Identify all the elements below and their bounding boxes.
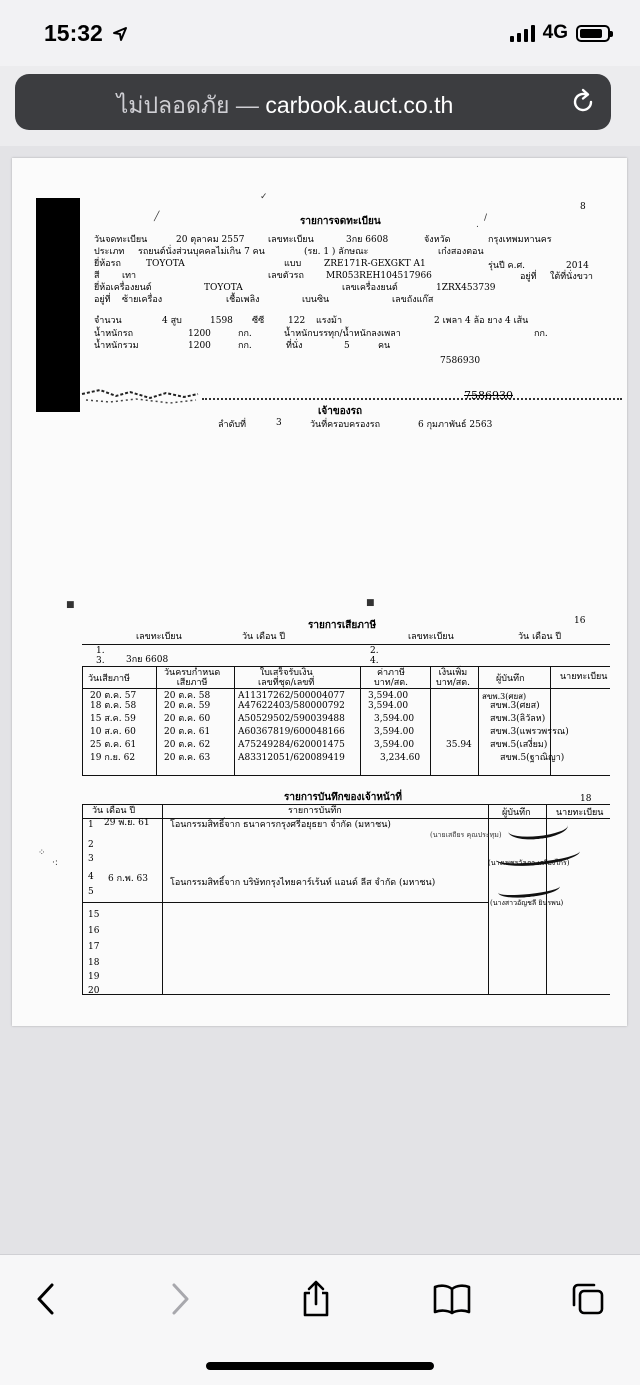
bookmarks-button[interactable] — [432, 1279, 472, 1319]
table-row: 19 ก.ย. 62 — [90, 753, 136, 763]
network-type: 4G — [542, 22, 568, 43]
tabs-button[interactable] — [568, 1279, 608, 1319]
cc: 1598 — [210, 316, 233, 326]
horsepower: 122 — [288, 316, 306, 326]
body-style: เก๋งสองตอน — [438, 247, 484, 257]
officer-row4-recorder: (นางเพชรวัลภา เกรียงไกร) — [488, 859, 570, 867]
owner-order: 3 — [276, 418, 282, 428]
page-number: 8 — [580, 202, 586, 212]
seats: 5 — [344, 341, 350, 351]
book-icon[interactable] — [433, 1283, 471, 1315]
tax-col-extra: เงินเพิ่ม บาท/สต. — [436, 668, 470, 688]
engine-number: 1ZRX453739 — [436, 283, 496, 293]
officer-row1-date: 29 พ.ย. 61 — [104, 818, 150, 828]
share-icon[interactable] — [300, 1280, 332, 1318]
model-year: 2014 — [566, 261, 589, 271]
status-bar — [0, 0, 640, 66]
serial-number: 7586930 — [440, 356, 481, 366]
location-arrow-icon — [112, 26, 128, 42]
officer-col-recorder: ผู้บันทึก — [502, 808, 531, 818]
owner-date: 6 กุมภาพันธ์ 2563 — [418, 420, 493, 430]
scan-noise — [80, 380, 200, 410]
not-secure-label: ไม่ปลอดภัย — — [116, 92, 259, 118]
officer-title: รายการบันทึกของเจ้าหน้าที่ — [284, 792, 402, 803]
reg-date: 20 ตุลาคม 2557 — [176, 235, 245, 245]
officer-row4-date: 6 ก.พ. 63 — [108, 874, 149, 884]
vehicle-type: รถยนต์นั่งส่วนบุคคลไม่เกิน 7 คน — [138, 247, 265, 257]
scanned-document: 8 . / ╱ ✓ รายการจดทะเบียน วันจดทะเบียน 20 ตุลาคม 2557 เลขทะเบียน 3กย 6608 จังหวัด กรุงเทพมหานคร ประเภท รถยนต์นั่งส่วนบุคคลไม่เกิน 7 คน (รย. 1 ) ลักษณะ เก๋งสองตอน ยี่ห้อรถ TOYOTA แบบ ZRE171R-GEXGKT A1 รุ่นปี ค.ศ. 2014 สี เทา เลขตัวรถ MR053REH104517966 อยู่ที่ ใต้ที่นั่งขวา ยี่ห้อเครื่องยนต์ TOYOTA เลขเครื่องยนต์ 1ZRX453739 อยู่ที่ ซ้ายเครื่อง เชื้อเพลิง เบนซิน เลขถังแก๊ส จำนวน 4 สูบ 1598 ซีซี 122 แรงม้า 2 เพลา 4 ล้อ ยาง 4 เส้น น้ำหนักรถ 1200 กก. น้ำหนักบรรทุก/น้ำหนักลงเพลา กก. น้ำหนักรวม 1200 กก. ที่นั่ง 5 คน 7586930 7586930 เจ้าของรถ ลำดับที่ 3 วันที่ครอบครองรถ 6 กุมภาพันธ์ 2563 ■ ■ 16 รายการเสียภาษี เลขทะเบียน วัน เดือน ปี เลขทะเบียน วัน เดือน ปี 1. 2. 3กย 6608 3. 4. วันเสียภาษี วันครบกำหนด เสียภาษี ใบเสร็จรับเงิน เลขที่ชุด/เลขที่ ค่าภาษี บาท/สต. เงินเพิ่ม บาท/สต. ผู้บันทึก นายทะเบียน 20 ต.ค. 57 20 ต.ค. 58 A11317262/500004077 3,594.00 สขพ.3(ศยส) 18 ต.ค. 58 20 ต.ค. 59 A47622403/580000792 3,594.00 สขพ.3(ศยส) 15 ส.ค. 59 20 ต.ค. 60 A50529502/590039488 3,594.00 สขพ.3(ลิวัลห) 10 ส.ค. 60 20 ต.ค. 61 A60367819/600048166 3,594.00 สขพ.3(แพรวพรรณ) 25 ต.ค. 61 20 ต.ค. 62 A75249284/620001475 3,594.00 35.94 สขพ.5(เสงี่ยม) 19 ก.ย. 62 20 ต.ค. 63 A83312051/620089419 3,234.60 สขพ.5(ฐาณิญา) รายการบันทึกของเจ้าหน้าที่ 18 วัน เดือน ปี รายการบันทึก ผู้บันทึก นายทะเบียน 1 29 พ.ย. 61 โอนกรรมสิทธิ์จาก ธนาคารกรุงศรีอยุธยา จำกัด (มหาชน) (นายเสถียร คุณประทุม) 2 3 4 5 6 ก.พ. 63 โอนกรรมสิทธิ์จาก บริษัทกรุงไทยคาร์เร้นท์ แอนด์ ลีส จำกัด (มหาชน) (นางเพชรวัลภา เกรียงไกร) (นางสาวอัญชลี ยินรพน) 15 16 17 18 19 20 ⁘ ·: — [12, 158, 627, 1026]
officer-col-text: รายการบันทึก — [288, 806, 342, 816]
table-row: 18 ต.ค. 58 — [90, 701, 137, 711]
tabs-icon[interactable] — [570, 1281, 606, 1317]
model: ZRE171R-GEXGKT A1 — [324, 259, 426, 269]
plate-number: 3กย 6608 — [346, 235, 389, 245]
officer-row1-text: โอนกรรมสิทธิ์จาก ธนาคารกรุงศรีอยุธยา จำกัด (มหาชน) — [170, 820, 391, 830]
battery-icon — [576, 25, 610, 42]
document-viewport[interactable] — [0, 146, 640, 1254]
brand: TOYOTA — [146, 259, 185, 269]
serial-stamp: 7586930 — [464, 389, 513, 402]
color: เทา — [122, 271, 137, 281]
owner-title: เจ้าของรถ — [318, 406, 363, 417]
tax-col-paid: วันเสียภาษี — [88, 674, 130, 684]
table-row: 10 ส.ค. 60 — [90, 727, 136, 737]
table-row: 15 ส.ค. 59 — [90, 714, 136, 724]
page-number-16: 16 — [574, 616, 586, 626]
url-text[interactable] — [15, 88, 555, 124]
signal-bars-icon — [510, 24, 535, 42]
officer-col-registrar: นายทะเบียน — [556, 808, 604, 818]
url-domain: carbook.auct.co.th — [265, 92, 454, 118]
officer-row4-registrar: (นางสาวอัญชลี ยินรพน) — [490, 899, 564, 907]
cylinders: 4 สูบ — [162, 316, 182, 326]
forward-chevron-icon[interactable] — [168, 1282, 192, 1316]
page-number-18: 18 — [580, 794, 592, 804]
axle-info: 2 เพลา 4 ล้อ ยาง 4 เส้น — [434, 316, 529, 326]
tax-title: รายการเสียภาษี — [308, 620, 377, 631]
tax-col-recorder: ผู้บันทึก — [496, 674, 525, 684]
forward-button[interactable] — [160, 1279, 200, 1319]
redaction-block — [36, 198, 80, 412]
home-indicator — [206, 1362, 434, 1370]
address-bar[interactable] — [15, 74, 611, 130]
registration-title: รายการจดทะเบียน — [300, 216, 381, 227]
officer-col-date: วัน เดือน ปี — [92, 806, 136, 816]
province: กรุงเทพมหานคร — [488, 235, 552, 245]
back-button[interactable] — [26, 1279, 66, 1319]
share-button[interactable] — [296, 1279, 336, 1319]
table-row: 25 ต.ค. 61 — [90, 740, 137, 750]
tax-col-registrar: นายทะเบียน — [560, 672, 608, 682]
back-chevron-icon[interactable] — [34, 1282, 58, 1316]
officer-row1-recorder: (นายเสถียร คุณประทุม) — [430, 831, 502, 839]
tax-col-receipt: ใบเสร็จรับเงิน เลขที่ชุด/เลขที่ — [258, 668, 315, 688]
gross-weight: 1200 — [188, 341, 211, 351]
fuel: เบนซิน — [302, 295, 330, 305]
engine-brand: TOYOTA — [204, 283, 243, 293]
reload-icon[interactable] — [569, 88, 597, 116]
table-row: 20 ต.ค. 57 — [90, 691, 137, 701]
chassis-number: MR053REH104517966 — [326, 271, 432, 281]
weight: 1200 — [188, 329, 211, 339]
tax-plate-1: 3กย 6608 — [126, 655, 169, 665]
tax-col-tax: ค่าภาษี บาท/สต. — [374, 668, 408, 688]
tax-col-due: วันครบกำหนด เสียภาษี — [164, 668, 221, 688]
officer-row4-text: โอนกรรมสิทธิ์จาก บริษัทกรุงไทยคาร์เร้นท์ แอนด์ ลีส จำกัด (มหาชน) — [170, 878, 436, 888]
status-time: 15:32 — [44, 20, 128, 47]
signature-mark — [497, 879, 560, 900]
